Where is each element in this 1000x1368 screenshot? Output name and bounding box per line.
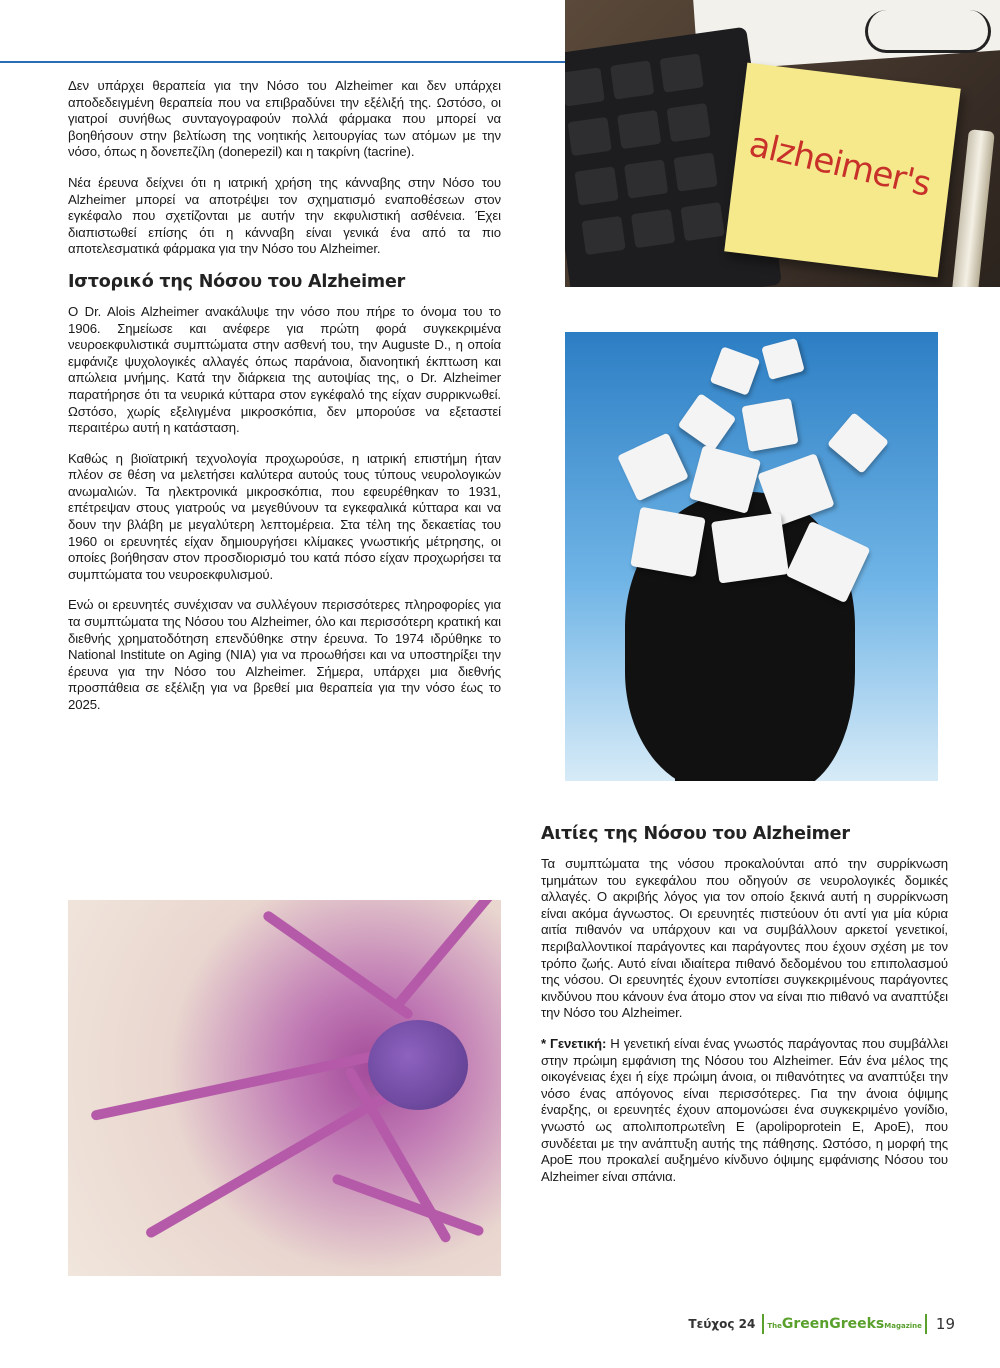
page-number: 19 — [935, 1315, 955, 1333]
neuron-nucleus — [368, 1020, 468, 1110]
magazine-logo — [767, 1316, 922, 1332]
glasses-shape — [865, 10, 991, 53]
left-paragraph-2: Νέα έρευνα δείχνει ότι η ιατρική χρήση της κάνναβης στην Νόσο του Alzheimer μπορεί να αποτρέψει τον σχηματισμό εναποθέσεων στον εγκέφαλο που σχετίζονται με αυτήν την εκφυλιστική ασθένεια. Έχει διαπιστωθεί επίσης ότι η κάνναβη είναι γενικά ένα από τα πιο αποτελεσματικά φάρμακα για την Νόσο του Alzheimer. — [68, 174, 501, 257]
photo-puzzle-head — [565, 332, 938, 781]
right-column — [541, 824, 948, 1199]
history-heading: Ιστορικό της Νόσου του Alzheimer — [68, 271, 406, 292]
sticky-note — [724, 63, 961, 278]
left-column — [68, 78, 501, 728]
footer-divider — [762, 1314, 764, 1334]
right-paragraph-1: Τα συμπτώματα της νόσου προκαλούνται από την συρρίκνωση τμημάτων του εγκεφάλου που οδηγούν σε νευρολογικές δομικές αλλαγές. Ο ακριβής λόγος για τον οποίο ξεκινά αυτή η συρρίκνωση είναι ακόμα άγνωστος. Οι ερευνητές πιστεύουν ότι αντί για μία κύρια αιτία πιθανόν να υπάρχουν και να συμβάλλουν αρκετοί γενετικοί, περιβαλλοντικοί παράγοντες και παράγοντες που έχουν σχέση με τον τρόπο ζωής. Αυτό είναι ιδιαίτερα πιθανό δεδομένου του επιπολασμού της νόσου. Οι ερευνητές έχουν εντοπίσει συγκεκριμένους παράγοντες κινδύνου που κάνουν ένα άτομο στον να είναι πιο πιθανό να αναπτύξει την Νόσο του Alzheimer. — [541, 856, 948, 1021]
left-paragraph-5: Ενώ οι ερευνητές συνέχισαν να συλλέγουν περισσότερες πληροφορίες για τα συμπτώματα της Νόσου του Alzheimer, όλο και περισσότερη κρατική και διεθνής χρηματοδότηση επενδύθηκε στην έρευνα. Το 1974 ιδρύθηκε το National Institute on Aging (NIA) για να προωθήσει και να υποστηρίξει την έρευνα για την Νόσο του Alzheimer. Σήμερα, υπάρχει μια διεθνής προσπάθεια σε εξέλιξη για να βρεθεί μια θεραπεία για την νόσο έως το 2025. — [68, 597, 501, 712]
genetics-text: Η γενετική είναι ένας γνωστός παράγοντας που συμβάλλει στην πρώιμη εμφάνιση της Νόσου του Alzheimer. Εάν ένα μέλος της οικογένειας έχει ή είχε πρώιμη άνοια, οι πιθανότητες να αναπτύξει την νόσο ένας απόγονος είναι περισσότερες. Για την άνοια όψιμης έναρξης, οι ερευνητές έχουν απομονώσει ένα συγκεκριμένο γονίδιο, γνωστό ως απολιποπρωτεΐνη Ε (apolipoprotein E, ApoE), που συνδέεται με την ανάπτυξη αυτής της πάθησης. Ωστόσο, η μορφή της ApoE που προκαλεί αυξημένο κίνδυνο όψιμης εμφάνισης Νόσου του Alzheimer είναι σπάνια. — [541, 1035, 948, 1184]
photo-keyboard-sticky-note — [565, 0, 1000, 287]
genetics-paragraph — [541, 1036, 948, 1185]
pen-shape — [951, 129, 995, 287]
neck-silhouette — [675, 712, 805, 781]
magazine-the: The — [767, 1322, 782, 1330]
genetics-label: * Γενετική: — [541, 1035, 607, 1051]
sticky-note-text: alzheimer's — [745, 124, 934, 205]
left-paragraph-4: Καθώς η βιοϊατρική τεχνολογία προχωρούσε, η ιατρική επιστήμη ήταν πλέον σε θέση να μελετήσει καλύτερα αυτούς τους τύπους νευρολογικών ανωμαλιών. Τα ηλεκτρονικά μικροσκόπια, που εφευρέθηκαν το 1931, επέτρεψαν στους γιατρούς να μεγεθύνουν τα εγκεφαλικά κύτταρα και να δουν την βλάβη με μεγαλύτερη λεπτομέρεια. Στα τέλη της δεκαετίας του 1960 οι ερευνητές είχαν δημιουργήσει κλίμακες γνωστικής μέτρησης, οι οποίες βοήθησαν στον προσδιορισμό του κατά πόσο είχαν προχωρήσει τα συμπτώματα του νευροεκφυλισμού. — [68, 450, 501, 582]
issue-label: Τεύχος 24 — [688, 1317, 756, 1331]
footer-divider-2 — [925, 1314, 927, 1334]
left-paragraph-3: Ο Dr. Alois Alzheimer ανακάλυψε την νόσο που πήρε το όνομα του το 1906. Σημείωσε και ανέφερε για πρώτη φορά συγκεκριμένα νευροεκφυλιστικά συμπτώματα στην ασθενή του, την Auguste D., η οποία εμφάνιζε ψυχολογικές αλλαγές όπως παράνοια, διανοητική έκπτωση και απώλεια μνήμης. Κατά την διάρκεια της αυτοψίας της, ο Dr. Alzheimer παρατήρησε ότι τα νευρικά κύτταρα στον εγκέφαλό της είχαν συρρικνωθεί. Ωστόσο, χωρίς εξελιγμένα μικροσκόπια, δεν μπορούσε να εξεταστεί περαιτέρω αυτή η κατάσταση. — [68, 303, 501, 436]
left-paragraph-1: Δεν υπάρχει θεραπεία για την Νόσο του Alzheimer και δεν υπάρχει αποδεδειγμένη θεραπεία που να επιβραδύνει την εξέλιξή της. Ωστόσο, οι γιατροί συνήθως συνταγογραφούν πολλά φάρμακα που μπορεί να βοηθήσουν στην βελτίωση της νοητικής λειτουργίας των ατόμων με την νόσο, όπως η δονεπεζίλη (donepezil) και η τακρίνη (tacrine). — [68, 78, 501, 160]
causes-heading: Αιτίες της Νόσου του Alzheimer — [541, 824, 850, 844]
page-footer — [688, 1313, 955, 1335]
magazine-suffix: Magazine — [884, 1322, 922, 1330]
magazine-name: GreenGreeks — [781, 1316, 885, 1332]
photo-neuron — [68, 900, 501, 1276]
